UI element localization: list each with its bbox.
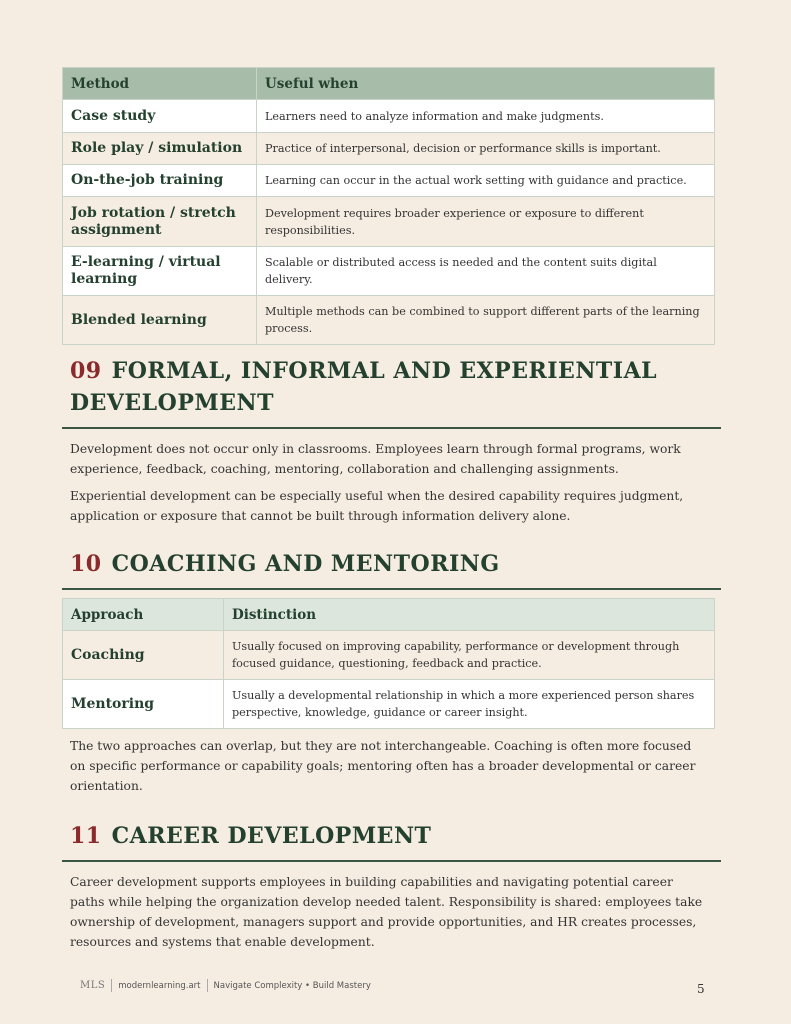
table-row <box>63 247 715 296</box>
method-cell: Role play / simulation <box>63 133 257 165</box>
column-header-approach: Approach <box>63 599 224 631</box>
column-header-useful-when: Useful when <box>257 68 715 100</box>
section-number: 09 <box>70 358 102 384</box>
method-cell: Job rotation / stretch assignment <box>63 197 257 247</box>
column-header-distinction: Distinction <box>224 599 715 631</box>
column-header-method: Method <box>63 68 257 100</box>
table-row <box>63 133 715 165</box>
method-cell: Case study <box>63 100 257 133</box>
approach-cell: Mentoring <box>63 680 224 729</box>
body-paragraph: The two approaches can overlap, but they are not interchangeable. Coaching is often more focused on specific performance or capability goals; mentoring often has a broader developmental or career orientation. <box>70 739 696 793</box>
useful-cell: Learning can occur in the actual work setting with guidance and practice. <box>257 165 715 197</box>
section-11-heading <box>62 820 721 852</box>
table-row <box>63 165 715 197</box>
method-cell: E-learning / virtual learning <box>63 247 257 296</box>
footer-divider <box>111 979 112 992</box>
method-cell: On-the-job training <box>63 165 257 197</box>
useful-cell: Practice of interpersonal, decision or performance skills is important. <box>257 133 715 165</box>
distinction-cell: Usually a developmental relationship in which a more experienced person shares perspective, knowledge, guidance or career insight. <box>224 680 715 729</box>
section-number: 11 <box>70 823 102 849</box>
page-number: 5 <box>697 982 705 996</box>
footer-divider <box>207 979 208 992</box>
method-cell: Blended learning <box>63 296 257 345</box>
body-paragraph: Career development supports employees in building capabilities and navigating potential career paths while helping the organization develop needed talent. Responsibility is shared: employees take ownership of development, managers support and provide opportunities, and HR creates processes, resources and systems that enable development. <box>70 875 703 949</box>
section-title: COACHING AND MENTORING <box>111 551 500 577</box>
body-paragraph: Development does not occur only in classrooms. Employees learn through formal programs, work experience, feedback, coaching, mentoring, collaboration and challenging assignments. <box>70 442 681 476</box>
section-number: 10 <box>70 551 102 577</box>
useful-cell: Learners need to analyze information and make judgments. <box>257 100 715 133</box>
distinction-cell: Usually focused on improving capability, performance or development through focused guidance, questioning, feedback and practice. <box>224 631 715 680</box>
approach-cell: Coaching <box>63 631 224 680</box>
table-header-row <box>63 599 715 631</box>
section-09-heading <box>62 355 721 419</box>
section-title: CAREER DEVELOPMENT <box>111 823 432 849</box>
useful-cell: Multiple methods can be combined to support different parts of the learning process. <box>257 296 715 345</box>
section-10-heading <box>62 548 721 580</box>
useful-cell: Development requires broader experience or exposure to different responsibilities. <box>257 197 715 247</box>
body-paragraph: Experiential development can be especially useful when the desired capability requires judgment, application or exposure that cannot be built through information delivery alone. <box>70 489 684 523</box>
methods-table <box>62 67 715 345</box>
brand-logo: MLS <box>80 980 106 991</box>
page-content <box>62 67 721 952</box>
table-row <box>63 680 715 729</box>
table-row <box>63 296 715 345</box>
useful-cell: Scalable or distributed access is needed and the content suits digital delivery. <box>257 247 715 296</box>
table-row <box>63 197 715 247</box>
footer-site: modernlearning.art <box>118 980 201 991</box>
section-title: FORMAL, INFORMAL AND EXPERIENTIAL DEVELOPMENT <box>70 358 658 416</box>
coaching-mentoring-table <box>62 598 715 729</box>
table-row <box>63 100 715 133</box>
table-header-row <box>63 68 715 100</box>
footer-tagline: Navigate Complexity • Build Mastery <box>213 980 371 991</box>
table-row <box>63 631 715 680</box>
footer <box>80 979 371 992</box>
